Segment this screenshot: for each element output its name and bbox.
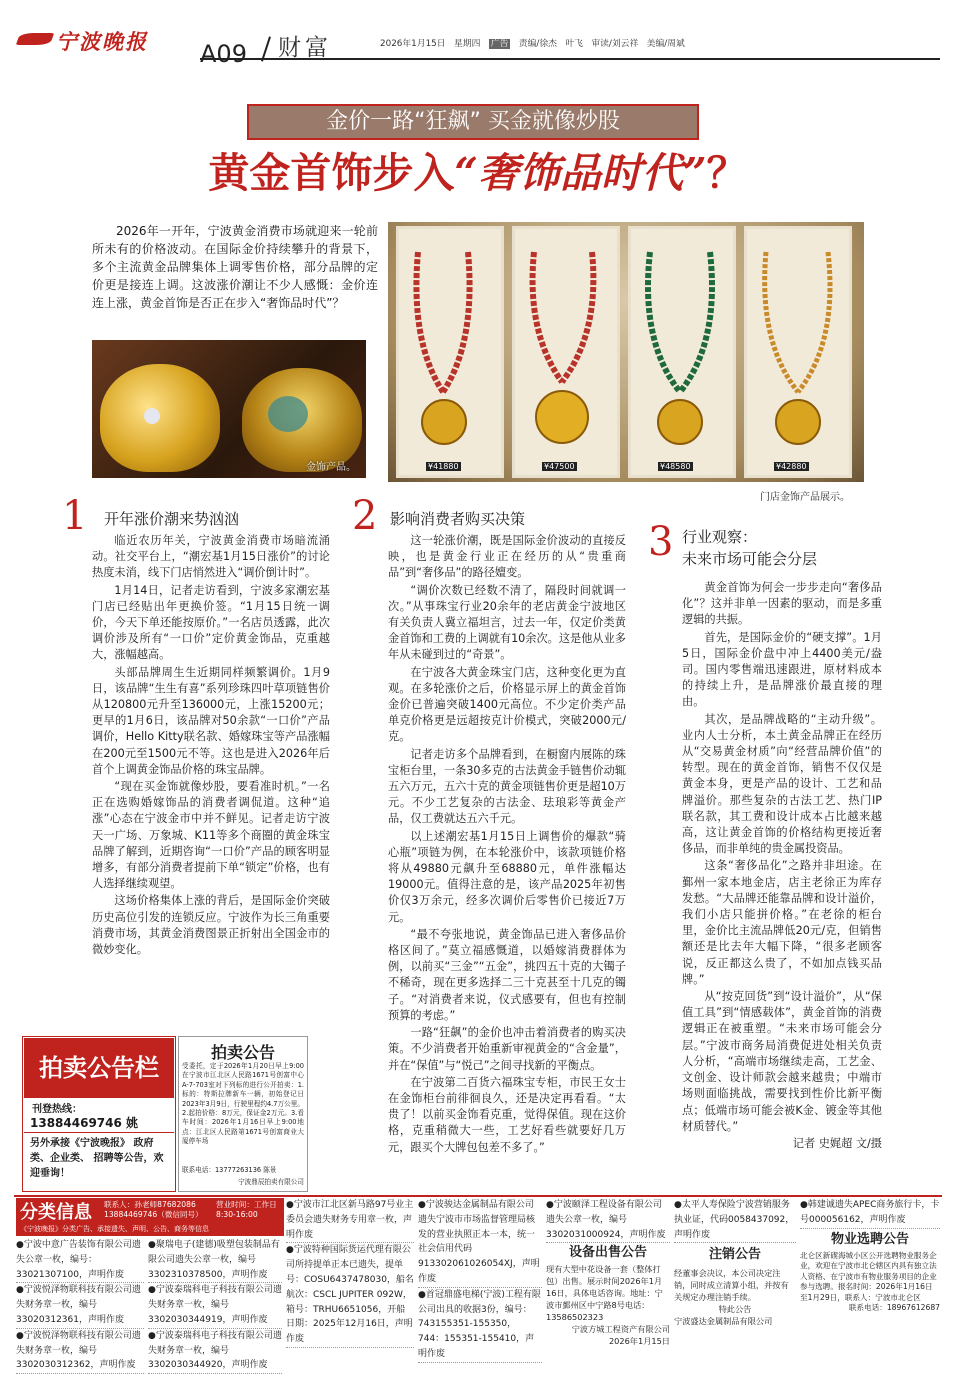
property-notice-tel: 联系电话：18967612687 <box>848 1303 940 1313</box>
left-photo-caption: 金饰产品。 <box>306 462 356 473</box>
auction-contact: 联系电话：13777263136 陈景 <box>182 1166 277 1174</box>
deregistration-text: 经董事会决议，本公司决定注销，同时成立清算小组，并按有关规定办理注销手续。 <box>674 1268 789 1303</box>
equipment-sale-date: 2026年1月15日 <box>608 1336 670 1347</box>
section-3-body <box>682 580 882 1153</box>
section-1-para-2: 1月14日，记者走访看到，宁波多家潮宏基门店已经贴出年更换价签。“1月15日统一调价，今天下单还能按原价。”一名店员透露，此次调价涉及所有“一口价”定价黄金饰品，克重越大，涨幅越高。 <box>92 583 330 662</box>
section-1-number: 1 <box>62 493 88 539</box>
right-photo <box>388 222 864 482</box>
auction-banner-text: 拍卖公告栏 <box>39 1054 159 1082</box>
section-3-para-4: 这条“奢侈品化”之路并非坦途。在鄞州一家本地金店，店主老徐正为库存发愁。“大品牌还能靠品牌和设计溢价，我们小店只能拼价格。”在老徐的柜台里，金价比主流品牌低20元/克，但销售额还是比去年大幅下降，“很多老顾客说，反正都这么贵了，不如加点钱买品牌。” <box>682 859 882 986</box>
necklace-3-pendant <box>658 400 702 444</box>
classified-item: ●宁波泰瑞科电子科技有限公司遗失财务章一枚，编号3302030344920，声明作废 <box>148 1329 282 1374</box>
section-1-para-1: 临近农历年关，宁波黄金消费市场暗流涌动。社交平台上，“潮宏基1月15日涨价”的讨论热度未消，线下门店悄然进入“调价倒计时”。 <box>92 534 330 580</box>
proofreader: 审读/刘云祥 <box>591 39 639 49</box>
property-notice-title: 物业选聘公告 <box>830 1231 909 1247</box>
necklace-3-strand <box>648 252 712 392</box>
logo-brush-mark <box>16 33 54 45</box>
section-3-title-line-2: 未来市场可能会分层 <box>682 550 818 568</box>
price-tag-4: ¥42880 <box>776 462 807 471</box>
price-tag-3: ¥48580 <box>660 462 691 471</box>
classified-item: ●宁波泰瑞科电子科技有限公司遗失财务章一枚，编号3302030344919，声明作废 <box>148 1283 282 1328</box>
price-tag-1: ¥41880 <box>428 462 459 471</box>
section-3-title-line-1: 行业观察： <box>682 528 758 546</box>
classified-top-rule <box>14 1195 942 1197</box>
auction-extra: 另外承接《宁波晚报》 政府类、企业类、 招聘等公告，欢迎垂询！ <box>30 1138 164 1179</box>
masthead-logo: 宁波晚报 <box>56 29 148 54</box>
classified-col-2 <box>148 1238 282 1371</box>
classified-item: ●太平人寿保险宁波营销服务执业证，代码0058437092，声明作废 <box>674 1198 796 1243</box>
necklace-4-strand <box>765 252 830 392</box>
section-3-para-5: 从“按克回货”到“设计溢价”，从“保值工具”到“情感载体”，黄金首饰的消费逻辑正在被重塑。“未来市场可能会分层。”宁波市商务局消费促进处相关负责人分析，“高端市场继续走高，工艺金、文创金、设计师款会越来越贵；中端市场则面临挑战，需要找到性价比新平衡点；低端市场可能会被K金、镀金等其他材质替代。” <box>682 990 882 1133</box>
classified-item: ●宁波特种国际货运代理有限公司所持提单正本已遗失，提单号：COSU6437478030，船名航次：CSCL JUPITER 092W，箱号：TRHU6651056，开船日期：2025年12月16日，声明作废 <box>286 1243 414 1348</box>
deregistration-company: 宁波盛达金属制品有限公司 <box>674 1316 773 1327</box>
headline-part-b: “奢饰品时代” <box>454 149 707 197</box>
page-number: A09 <box>200 40 247 68</box>
classified-col-1 <box>16 1238 144 1371</box>
section-2-para-4: 记者走访多个品牌看到，在橱窗内展陈的珠宝柜台里，一条30多克的古法黄金手链售价动辄五六万元，五六十克的黄金项链售价更是超10万元。不少工艺复杂的古法金、珐琅彩等黄金产品，仅工费就达五六千元。 <box>388 747 626 826</box>
lead-text: 2026年一开年，宁波黄金消费市场就迎来一轮前所未有的价格波动。在国际金价持续攀升的背景下，多个主流黄金品牌集体上调零售价格，部分品牌的定价更是接连上调。这波涨价潮让不少人感慨：金价连连上涨，黄金首饰是否正在步入“奢饰品时代”？ <box>92 224 378 310</box>
section-2-para-8: 在宁波第二百货六福珠宝专柜，市民王女士在金饰柜台前徘徊良久，还是决定再看看。“太贵了！以前买金饰看克重，觉得保值。现在这价格，克重稍微大一些，工艺好看些就要好几万元，跟买个大牌包包差不多了。” <box>388 1075 626 1154</box>
price-tag-2: ¥47500 <box>544 462 575 471</box>
property-notice-text: 北仑区新碶海城小区公开选聘物业服务企业，欢迎在宁波市北仑辖区内具有独立法人资格、在宁波市有物业服务项目的企业参与选聘。报名时间：2026年1月16日至1月29日，联系人：宁波市北仑区 <box>800 1250 937 1302</box>
designer: 叶飞 <box>565 39 583 49</box>
masthead-info <box>380 38 685 51</box>
headline-part-c: ？ <box>706 149 748 197</box>
section-1-para-3: 头部品牌周生生近期同样频繁调价。1月9日，该品牌“生生有喜”系列珍珠四叶草项链售价从120800元升至136000元，上涨15200元；更早的1月6日，该品牌对50余款“一口价”产品调价，Hello Kitty联名款、婚嫁珠宝等产品涨幅在200元至1500元不等。这也是进入2026年后首个上调黄金饰品价格的珠宝品牌。 <box>92 665 330 776</box>
section-2-body <box>388 533 626 1157</box>
classified-col-3 <box>286 1198 414 1362</box>
section-1-para-4: “现在买金饰就像炒股，要看准时机。”一名正在选购婚嫁饰品的消费者调侃道。这种“追涨”心态在宁波金市中并不鲜见。记者走访宁波天一广场、万象城、K11等多个商圈的黄金珠宝品牌了解到，近期咨询“一口价”产品的顾客明显增多，有部分消费者提前下单“锁定”价格，也有人选择继续观望。 <box>92 780 330 891</box>
deregistration-closing: 特此公告 <box>718 1304 752 1315</box>
classified-col-6 <box>674 1198 796 1362</box>
classified-item: ●宁波悦泽物联科技有限公司遗失财务章一枚，编号33020312361，声明作废 <box>16 1283 144 1328</box>
classified-item: ●首冠鼎盛电梯(宁波)工程有限公司出具的收据3份，编号：743155351-155350，744：155351-155410，声明作废 <box>418 1288 542 1363</box>
section-2-number: 2 <box>352 493 378 539</box>
auction-notice-text: 受委托，定于2026年1月20日早上9:00在宁波市江北区人民路1671号创富中心A-7-703室对下列标的进行公开拍卖：1.标的：特斯拉牌新车一辆，初始登记日2023年3月9日，行驶里程约4.7万公里。2.起拍价格：8万元，保证金2万元。3.看车时间：2026年1月16日早上9:00地点：江北区人民路第1671号创富商业大厦停车场 <box>182 1062 304 1146</box>
pendant-1-stone <box>144 408 160 424</box>
classified-item: ●韩建诚遗失APEC商务旅行卡，卡号000056162，声明作废 <box>800 1198 940 1229</box>
section-3-number: 3 <box>648 519 674 565</box>
section-2-para-1: 这一轮涨价潮，既是国际金价波动的直接反映，也是黄金行业正在经历的从“贵重商品”到“奢侈品”的路径嬗变。 <box>388 534 626 580</box>
pendant-1 <box>100 364 220 472</box>
section-2-para-6: “最不夸张地说，黄金饰品已进入奢侈品价格区间了。”莫立福感慨道，以婚嫁消费群体为例，以前买“三金”“五金”，挑四五十克的大镯子不稀奇，现在更多选择二三十克甚至十几克的镯子。“对消费者来说，仪式感要有，但也有控制预算的考虑。” <box>388 927 626 1022</box>
classified-hours: 营业时间：工作日8:30-16:00 <box>216 1200 277 1219</box>
section-1-body <box>92 533 330 959</box>
classified-item: ●宁波颐泽工程设备有限公司遗失公章一枚，编号3302031000924，声明作废 <box>546 1198 670 1243</box>
masthead <box>0 0 956 70</box>
art-editor: 美编/周斌 <box>646 39 685 49</box>
deregistration-title: 注销公告 <box>708 1247 761 1263</box>
pendant-2-enamel <box>268 396 308 432</box>
classified-col-5 <box>546 1198 670 1362</box>
editor: 责编/徐杰 <box>518 39 557 49</box>
classified-col-4 <box>418 1198 542 1362</box>
section-3-para-3: 其次，是品牌战略的“主动升级”。业内人士分析，本土黄金品牌正在经历从“交易黄金材质”向“经营品牌价值”的转型。现在的黄金首饰，销售不仅仅是黄金本身，更是产品的设计、工艺和品牌溢价。那些复杂的古法工艺、热门IP联名款，其工费和设计成本占比越来越高，这让黄金首饰的价格结构更接近奢侈品，而非单纯的贵金属投资品。 <box>682 712 882 856</box>
classified-col-7 <box>800 1198 940 1362</box>
classified-item: ●宁波悦泽物联科技有限公司遗失财务章一枚，编号3302030312362，声明作废 <box>16 1329 144 1374</box>
necklaces-svg <box>388 222 864 482</box>
section-2-para-3: 在宁波各大黄金珠宝门店，这种变化更为直观。在多轮涨价之后，价格显示屏上的黄金首饰金价已普遍突破1400元高位。不少定价类产品单克价格更是远超按克计价模式，突破2000元/克。 <box>388 665 626 744</box>
auction-hotline-label: 刊登热线： <box>32 1104 82 1115</box>
byline: 记者 史娓超 文/摄 <box>792 1136 882 1150</box>
left-photo <box>92 340 366 478</box>
section-2-para-7: 一路“狂飙”的金价也冲击着消费者的购买决策。不少消费者开始重新审视黄金的“含金量”，并在“保值”与“悦己”之间寻找新的平衡点。 <box>388 1026 626 1072</box>
section-3-para-1: 黄金首饰为何会一步步走向“奢侈品化”？这并非单一因素的驱动，而是多重逻辑的共振。 <box>682 581 882 627</box>
equipment-sale-title: 设备出售公告 <box>568 1245 647 1261</box>
headline-part-a: 黄金首饰步入 <box>208 149 455 197</box>
necklace-1-pendant <box>422 400 466 444</box>
right-photo-caption: 门店金饰产品展示。 <box>760 492 850 503</box>
necklace-4-pendant <box>776 400 820 444</box>
section-2-para-5: 以上述潮宏基1月15日上调售价的爆款“骑心瓶”项链为例，在本轮涨价中，该款项链价格将从49880元飙升至68880元，单件涨幅达19000元。值得注意的是，该产品2025年初售价仅3万余元，经多次调价后零售价已接近7万元。 <box>388 829 626 924</box>
auction-hotline: 13884469746 姚 <box>30 1116 139 1130</box>
auction-divider <box>24 1132 174 1133</box>
headline <box>0 142 956 204</box>
auction-notice-title: 拍卖公告 <box>210 1043 275 1062</box>
issue-date: 2026年1月15日 <box>380 39 446 49</box>
section-2-para-2: “调价次数已经数不清了，隔段时间就调一次。”从事珠宝行业20余年的老店黄金宁波地区有关负责人冀立福坦言，过去一年，仅定价类黄金首饰和工费的上调就有10余次。这是他从业多年从未碰到过的“奇景”。 <box>388 583 626 662</box>
section-1-para-5: 这场价格集体上涨的背后，是国际金价突破历史高位引发的连锁反应。宁波作为长三角重要消费市场，其黄金消费图景正折射出全国金市的微妙变化。 <box>92 894 330 957</box>
necklace-2-pendant <box>536 391 588 443</box>
necklace-1-strand <box>416 252 469 392</box>
necklace-2-strand <box>533 252 594 382</box>
classified-title: 分类信息 <box>20 1202 92 1223</box>
classified-contacts: 联系人：孙老师87682086 13884469746（微信同号） <box>104 1200 203 1219</box>
classified-item: ●宁波骏达金属制品有限公司遗失宁波市市场监督管理局核发的营业执照正本一本，统一社会信用代码913302061026054XJ，声明作废 <box>418 1198 542 1288</box>
classified-item: ●聚瑞电子(建德)吸塑包装制品有限公司遗失公章一枚，编号3302310378500，声明作废 <box>148 1238 282 1283</box>
classified-item: ●宁波市江北区新马路97号业主委员会遗失财务专用章一枚，声明作废 <box>286 1198 414 1243</box>
equipment-sale-company: 宁波方城工程资产有限公司 <box>571 1324 670 1335</box>
section-3-para-2: 首先，是国际金价的“硬支撑”。1月5日，国际金价盘中冲上4400美元/盎司。国内零售端迅速跟进，原材料成本的持续上升，是品牌涨价最直接的理由。 <box>682 630 882 709</box>
section-2-title: 影响消费者购买决策 <box>390 510 526 528</box>
section-name: 财富 <box>278 35 332 61</box>
lead-paragraph <box>92 222 378 312</box>
ad-tag: 广告 <box>490 39 509 49</box>
issue-weekday: 星期四 <box>453 39 481 49</box>
auction-company: 宁波鼎辰拍卖有限公司 <box>238 1178 304 1186</box>
classified-note: 《宁波晚报》分类广告、承接遗失、声明、公告、商务等信息 <box>20 1225 209 1233</box>
kicker-text: 金价一路“狂飙” 买金就像炒股 <box>326 109 620 134</box>
section-1-title: 开年涨价潮来势汹汹 <box>104 510 240 528</box>
classified-item: ●宁波中意广告装饰有限公司遗失公章一枚，编号：33021307100，声明作废 <box>16 1238 144 1283</box>
equipment-sale-text: 现有大型中花设备一套（整体打包）出售。展示时间2026年1月16日，具体电话咨询。地址：宁波市鄞州区中宁路8号电话：13586502323 <box>546 1264 663 1323</box>
